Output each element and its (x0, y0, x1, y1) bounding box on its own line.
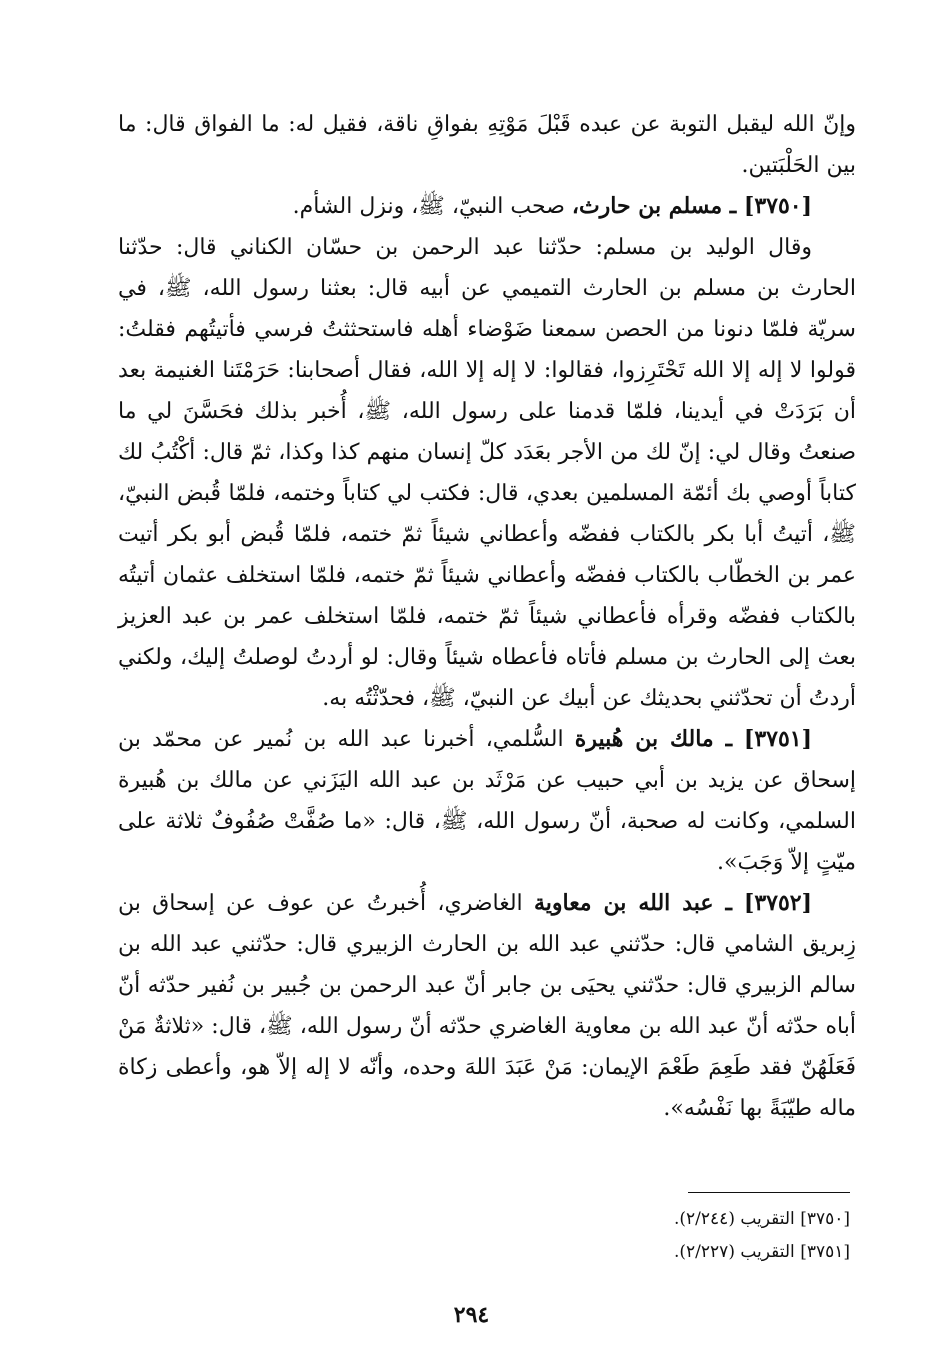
paragraph-continuation: وإنّ الله ليقبل التوبة عن عبده قَبْلَ مَوْتِهِ بفواقِ ناقة، فقيل له: ما الفواق قال: ما بين الحَلْبَتين. (118, 112, 856, 178)
entry-3751-text: السُّلمي، أخبرنا عبد الله بن نُمير عن محمّد بن إسحاق عن يزيد بن أبي حبيب عن مَرْثَد بن عبد الله اليَزَني عن مالك بن هُبيرة السلمي، وكانت له صحبة، أنّ رسول الله، ﷺ، قال: «ما صُفَّتْ صُفُوفٌ ثلاثة على ميّتٍ إلاّ وَجَبَ». (118, 727, 856, 875)
entry-3751 (118, 719, 856, 883)
entry-3752-text: الغاضري، أُخبرتُ عن عوف عن إسحاق بن زِبريق الشامي قال: حدّثني عبد الله بن الحارث الزبيري قال: حدّثني عبد الله بن سالم الزبيري قال: حدّثني يحيَى بن جابر أنّ عبد الرحمن بن جُبير بن نُفير حدّثه أنّ أباه حدّثه أنّ عبد الله بن معاوية الغاضري حدّثه أنّ رسول الله، ﷺ، قال: «ثلاثةٌ مَنْ فَعَلَهُنّ فقد طَعِمَ طَعْمَ الإيمان: مَنْ عَبَدَ اللهَ وحده، وأنّه لا إله إلاّ هو، وأعطى زكاة ماله طيّبَةً بها نَفْسُه». (118, 891, 856, 1121)
footnotes (560, 1203, 850, 1269)
page-number: ٢٩٤ (453, 1302, 490, 1328)
entry-3750 (118, 186, 856, 227)
page-body (118, 104, 856, 1129)
entry-3752 (118, 883, 856, 1129)
entry-3750-text: صحب النبيّ، ﷺ، ونزل الشأم. (292, 194, 572, 219)
footnote-divider (688, 1192, 850, 1193)
footnote-3751: [٣٧٥١] التقريب (٢/٢٢٧). (674, 1242, 850, 1262)
entry-3752-heading: [٣٧٥٢] ـ عبد الله بن معاوية (533, 890, 813, 916)
entry-3751-heading: [٣٧٥١] ـ مالك بن هُبيرة (574, 726, 812, 752)
paragraph-hadith-3750: وقال الوليد بن مسلم: حدّثنا عبد الرحمن بن حسّان الكناني قال: حدّثنا الحارث بن مسلم بن الحارث التميمي عن أبيه قال: بعثنا رسول الله، ﷺ، في سريّة فلمّا دنونا من الحصن سمعنا ضَوْضاء أهله فاستحثثتُ فرسي فأتيتُهم فقلتُ: قولوا لا إله إلا الله تَحْتَرِزوا، فقالوا: لا إله إلا الله، فقال أصحابنا: حَرَمْتَنا الغنيمة بعد أن بَرَدَتْ في أيدينا، فلمّا قدمنا على رسول الله، ﷺ، أُخبر بذلك فحَسَّنَ لي ما صنعتُ وقال لي: إنّ لك من الأجر بعَدَد كلّ إنسان منهم كذا وكذا، ثمّ قال: أكْتُبُ لك كتاباً أوصي بك أئمّة المسلمين بعدي، قال: فكتب لي كتاباً وختمه، فلمّا قُبض النبيّ، ﷺ، أتيتُ أبا بكر بالكتاب ففضّه وأعطاني شيئاً ثمّ ختمه، فلمّا قُبض أبو بكر أتيت عمر بن الخطّاب بالكتاب ففضّه وأعطاني شيئاً ثمّ ختمه، فلمّا استخلف عثمان أتيتُه بالكتاب ففضّه وقرأه فأعطاني شيئاً ثمّ ختمه، فلمّا استخلف عمر بن عبد العزيز بعث إلى الحارث بن مسلم فأتاه فأعطاه شيئاً وقال: لو أردتُ لوصلتُ إليك، ولكني أردتُ أن تحدّثني بحديثك عن أبيك عن النبيّ، ﷺ، فحدّثْتُه به. (118, 235, 856, 711)
entry-3750-heading: [٣٧٥٠] ـ مسلم بن حارث، (571, 193, 812, 219)
footnote-3750: [٣٧٥٠] التقريب (٢/٢٤٤). (674, 1209, 850, 1229)
